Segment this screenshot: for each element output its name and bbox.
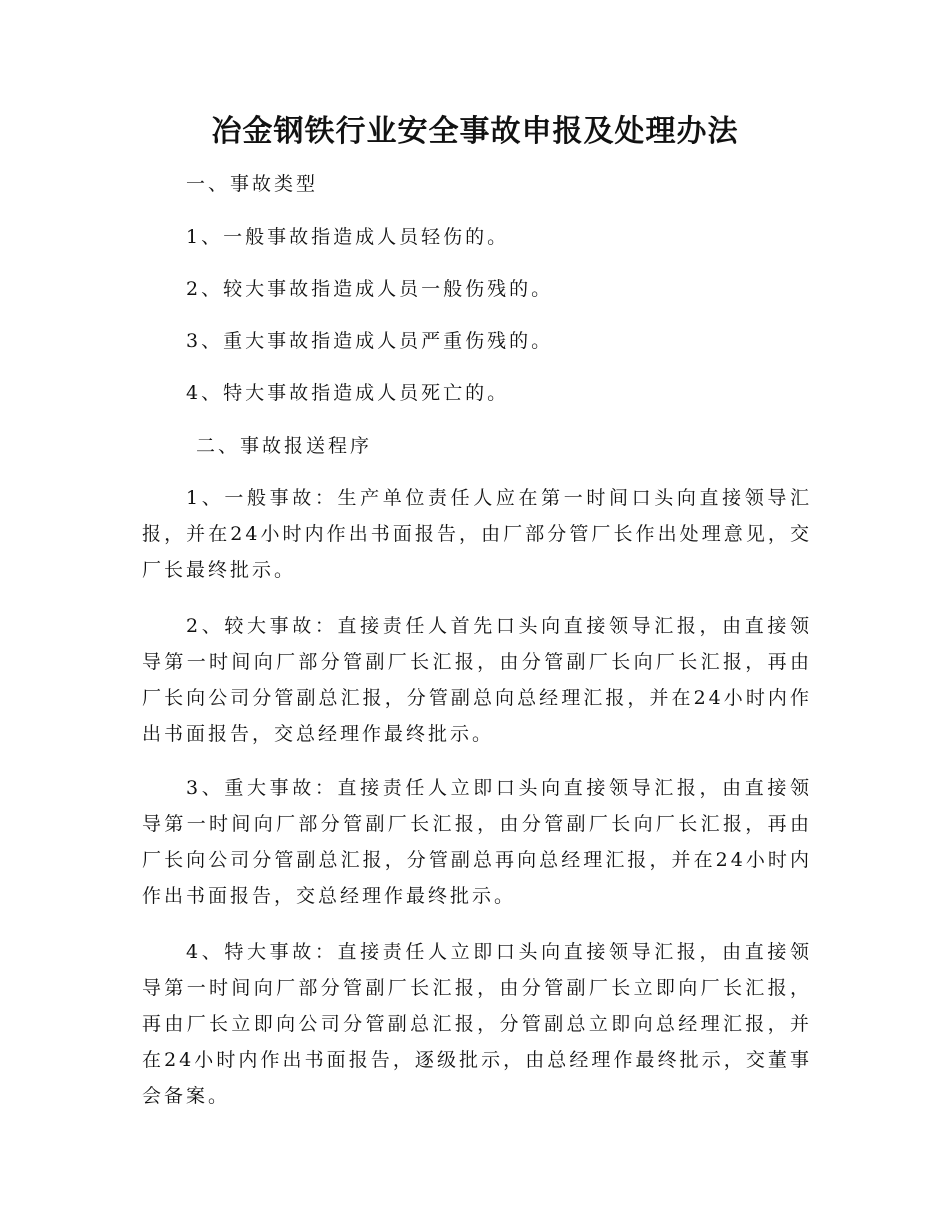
section-heading-report-procedure: 二、事故报送程序	[196, 435, 373, 457]
list-item: 4、特大事故指造成人员死亡的。	[186, 382, 510, 404]
list-item: 1、一般事故指造成人员轻伤的。	[186, 226, 510, 248]
list-item: 2、较大事故指造成人员一般伤残的。	[186, 278, 554, 300]
document-title: 冶金钢铁行业安全事故申报及处理办法	[211, 114, 739, 149]
procedure-paragraph: 3、重大事故：直接责任人立即口头向直接领导汇报，由直接领导第一时间向厂部分管副厂长汇报，由分管副厂长向厂长汇报，再由厂长向公司分管副总汇报，分管副总再向总经理汇报，并在24小时内作出书面报告，交总经理作最终批示。	[142, 777, 812, 907]
list-item: 3、重大事故指造成人员严重伤残的。	[186, 330, 554, 352]
section-heading-accident-types: 一、事故类型	[186, 173, 319, 195]
procedure-paragraph: 1、一般事故：生产单位责任人应在第一时间口头向直接领导汇报，并在24小时内作出书面报告，由厂部分管厂长作出处理意见，交厂长最终批示。	[142, 487, 812, 581]
procedure-paragraph: 2、较大事故：直接责任人首先口头向直接领导汇报，由直接领导第一时间向厂部分管副厂长汇报，由分管副厂长向厂长汇报，再由厂长向公司分管副总汇报，分管副总向总经理汇报，并在24小时内作出书面报告，交总经理作最终批示。	[142, 615, 812, 745]
procedure-paragraph: 4、特大事故：直接责任人立即口头向直接领导汇报，由直接领导第一时间向厂部分管副厂长汇报，由分管副厂长立即向厂长汇报，再由厂长立即向公司分管副总汇报，分管副总立即向总经理汇报，并在24小时内作出书面报告，逐级批示，由总经理作最终批示，交董事会备案。	[142, 941, 812, 1107]
